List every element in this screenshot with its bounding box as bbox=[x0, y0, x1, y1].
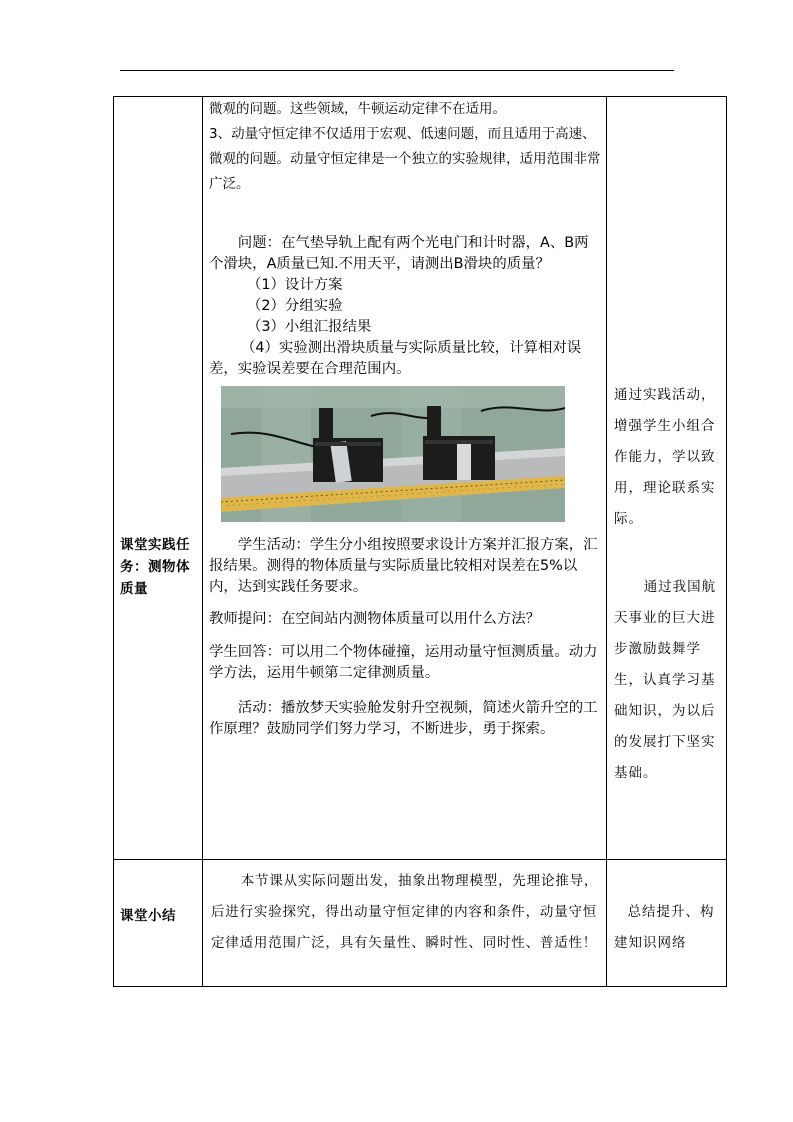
content-cell bbox=[203, 860, 607, 987]
air-track-photo bbox=[221, 386, 565, 522]
air-track-illustration bbox=[221, 386, 565, 522]
paragraph-scope-end: 微观的问题。这些领域，牛顿运动定律不在适用。 bbox=[209, 101, 506, 117]
row-label-practice: 课堂实践任务：测物体质量 bbox=[120, 537, 190, 597]
note-cell bbox=[607, 97, 727, 860]
note-summary: 总结提升、构建知识网络 bbox=[614, 904, 715, 951]
practice-content bbox=[203, 97, 606, 740]
label-cell bbox=[114, 860, 203, 987]
paragraph-point-3: 3、动量守恒定律不仅适用于宏观、低速问题，而且适用于高速、微观的问题。动量守恒定律是一个独立的实验规律，适用范围非常广泛。 bbox=[209, 126, 601, 192]
teacher-question-text: 教师提问：在空间站内测物体质量可以用什么方法？ bbox=[209, 611, 540, 627]
student-answer-text: 学生回答：可以用二个物体碰撞，运用动量守恒测质量。动力学方法，运用牛顿第二定律测质量。 bbox=[209, 644, 598, 681]
problem-text: 问题：在气垫导轨上配有两个光电门和计时器，A、B两个滑块，A质量已知.不用天平，请测出B滑块的质量？ bbox=[209, 235, 589, 272]
row-label-summary: 课堂小结 bbox=[120, 908, 176, 924]
step-4: （4）实验测出滑块质量与实际质量比较，计算相对误差，实验误差要在合理范围内。 bbox=[209, 340, 582, 377]
note-space-program: 通过我国航天事业的巨大进步激励鼓舞学生，认真学习基础知识，为以后的发展打下坚实基础。 bbox=[614, 579, 717, 781]
table-row-summary bbox=[114, 860, 727, 987]
note-practice: 通过实践活动，增强学生小组合作能力，学以致用，理论联系实际。 bbox=[614, 387, 716, 527]
lesson-plan-table bbox=[113, 96, 727, 987]
header-rule bbox=[120, 70, 674, 71]
step-3: （3）小组汇报结果 bbox=[247, 319, 372, 335]
table-row-practice bbox=[114, 97, 727, 860]
step-2: （2）分组实验 bbox=[247, 298, 343, 314]
activity-text: 活动：播放梦天实验舱发射升空视频，简述火箭升空的工作原理？鼓励同学们努力学习，不断进步，勇于探索。 bbox=[209, 700, 598, 737]
summary-text: 本节课从实际问题出发，抽象出物理模型，先理论推导，后进行实验探究，得出动量守恒定律的内容和条件，动量守恒定律适用范围广泛，具有矢量性、瞬时性、同时性、普适性！ bbox=[211, 873, 599, 951]
label-cell bbox=[114, 97, 203, 860]
student-activity-text: 学生活动：学生分小组按照要求设计方案并汇报方案，汇报结果。测得的物体质量与实际质量比较相对误差在5%以内，达到实践任务要求。 bbox=[209, 537, 598, 595]
content-cell bbox=[203, 97, 607, 860]
note-cell bbox=[607, 860, 727, 987]
step-1: （1）设计方案 bbox=[247, 277, 343, 293]
